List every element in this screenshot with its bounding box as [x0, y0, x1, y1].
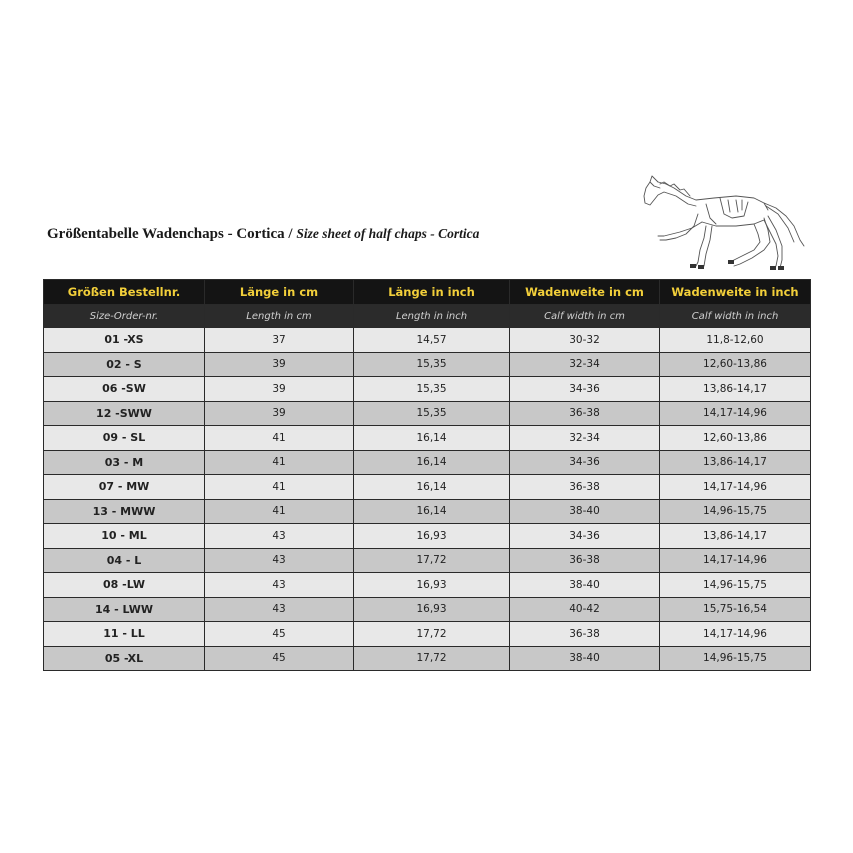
- table-cell: 09 - SL: [44, 426, 205, 451]
- table-cell: 37: [205, 328, 354, 353]
- table-row: [44, 426, 811, 451]
- table-cell: 34-36: [510, 450, 660, 475]
- table-cell: 13,86-14,17: [660, 524, 811, 549]
- table-cell: 16,14: [354, 499, 510, 524]
- table-cell: 43: [205, 573, 354, 598]
- subheader-calf-cm: Calf width in cm: [510, 305, 660, 328]
- table-cell: 43: [205, 524, 354, 549]
- table-cell: 13 - MWW: [44, 499, 205, 524]
- table-cell: 40-42: [510, 597, 660, 622]
- table-cell: 36-38: [510, 548, 660, 573]
- table-cell: 32-34: [510, 352, 660, 377]
- table-cell: 16,93: [354, 524, 510, 549]
- header-length-cm: Länge in cm: [205, 280, 354, 305]
- table-cell: 41: [205, 475, 354, 500]
- title-sub: Size sheet of half chaps - Cortica: [296, 226, 480, 241]
- table-cell: 14,17-14,96: [660, 401, 811, 426]
- table-cell: 32-34: [510, 426, 660, 451]
- table-cell: 36-38: [510, 622, 660, 647]
- table-cell: 38-40: [510, 499, 660, 524]
- table-row: [44, 524, 811, 549]
- table-cell: 43: [205, 597, 354, 622]
- subheader-row: [44, 305, 811, 328]
- table-cell: 15,35: [354, 401, 510, 426]
- table-cell: 03 - M: [44, 450, 205, 475]
- subheader-calf-inch: Calf width in inch: [660, 305, 811, 328]
- table-cell: 06 -SW: [44, 377, 205, 402]
- table-cell: 15,35: [354, 377, 510, 402]
- table-cell: 30-32: [510, 328, 660, 353]
- header-calf-inch: Wadenweite in inch: [660, 280, 811, 305]
- table-cell: 41: [205, 426, 354, 451]
- table-cell: 14,17-14,96: [660, 622, 811, 647]
- table-row: [44, 328, 811, 353]
- table-cell: 02 - S: [44, 352, 205, 377]
- table-cell: 39: [205, 352, 354, 377]
- header-row: [44, 280, 811, 305]
- page-title: [47, 226, 479, 243]
- table-row: [44, 597, 811, 622]
- table-row: [44, 499, 811, 524]
- table-cell: 34-36: [510, 524, 660, 549]
- table-cell: 38-40: [510, 573, 660, 598]
- table-cell: 38-40: [510, 646, 660, 671]
- table-row: [44, 352, 811, 377]
- table-cell: 07 - MW: [44, 475, 205, 500]
- table-cell: 11 - LL: [44, 622, 205, 647]
- table-cell: 45: [205, 646, 354, 671]
- table-cell: 01 -XS: [44, 328, 205, 353]
- table-cell: 05 -XL: [44, 646, 205, 671]
- table-cell: 14,57: [354, 328, 510, 353]
- horse-illustration-icon: [636, 170, 806, 275]
- table-body: [44, 328, 811, 671]
- table-cell: 43: [205, 548, 354, 573]
- header-size: Größen Bestellnr.: [44, 280, 205, 305]
- table-cell: 14,96-15,75: [660, 646, 811, 671]
- table-row: [44, 622, 811, 647]
- table-cell: 12,60-13,86: [660, 352, 811, 377]
- table-row: [44, 548, 811, 573]
- table-cell: 08 -LW: [44, 573, 205, 598]
- table-cell: 34-36: [510, 377, 660, 402]
- subheader-length-cm: Length in cm: [205, 305, 354, 328]
- table-cell: 16,14: [354, 450, 510, 475]
- size-table: [43, 279, 811, 671]
- table-cell: 36-38: [510, 475, 660, 500]
- table-cell: 16,14: [354, 426, 510, 451]
- table-cell: 14,17-14,96: [660, 475, 811, 500]
- table-cell: 15,75-16,54: [660, 597, 811, 622]
- table-row: [44, 573, 811, 598]
- table-row: [44, 475, 811, 500]
- table-cell: 36-38: [510, 401, 660, 426]
- table-row: [44, 646, 811, 671]
- table-cell: 10 - ML: [44, 524, 205, 549]
- table-cell: 17,72: [354, 622, 510, 647]
- table-cell: 14,17-14,96: [660, 548, 811, 573]
- table-cell: 16,14: [354, 475, 510, 500]
- table-cell: 14,96-15,75: [660, 499, 811, 524]
- table-cell: 13,86-14,17: [660, 450, 811, 475]
- table-cell: 39: [205, 401, 354, 426]
- table-cell: 12,60-13,86: [660, 426, 811, 451]
- table-cell: 45: [205, 622, 354, 647]
- header-length-inch: Länge in inch: [354, 280, 510, 305]
- subheader-length-inch: Length in inch: [354, 305, 510, 328]
- header-calf-cm: Wadenweite in cm: [510, 280, 660, 305]
- table-cell: 17,72: [354, 548, 510, 573]
- table-cell: 11,8-12,60: [660, 328, 811, 353]
- table-row: [44, 450, 811, 475]
- title-main: Größentabelle Wadenchaps - Cortica /: [47, 226, 293, 242]
- table-cell: 16,93: [354, 597, 510, 622]
- table-cell: 13,86-14,17: [660, 377, 811, 402]
- table-cell: 14,96-15,75: [660, 573, 811, 598]
- table-row: [44, 401, 811, 426]
- table-cell: 14 - LWW: [44, 597, 205, 622]
- table-cell: 41: [205, 499, 354, 524]
- table-cell: 16,93: [354, 573, 510, 598]
- table-cell: 15,35: [354, 352, 510, 377]
- table-cell: 41: [205, 450, 354, 475]
- table-cell: 12 -SWW: [44, 401, 205, 426]
- table-row: [44, 377, 811, 402]
- subheader-size: Size-Order-nr.: [44, 305, 205, 328]
- table-cell: 04 - L: [44, 548, 205, 573]
- table-cell: 17,72: [354, 646, 510, 671]
- table-cell: 39: [205, 377, 354, 402]
